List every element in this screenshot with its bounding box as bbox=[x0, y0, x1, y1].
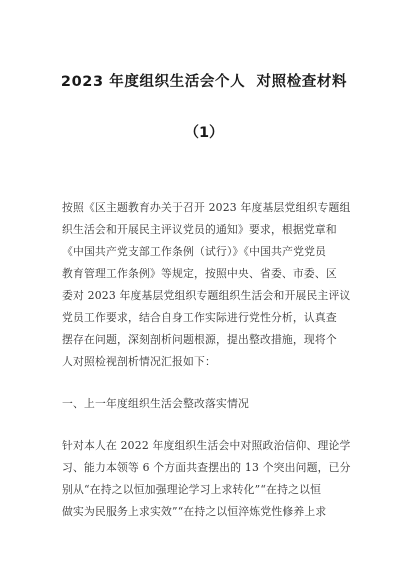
paragraph-1-line-1: 按照《区主题教育办关于召开 2023 年度基层党组织专题组 bbox=[62, 201, 351, 214]
paragraph-1-line-4: 教育管理工作条例》等规定，按照中央、省委、市委、区 bbox=[62, 267, 337, 280]
paragraph-2-line-1: 针对本人在 2022 年度组织生活会中对照政治信仰、理论学 bbox=[62, 439, 351, 452]
paragraph-1-line-5: 委对 2023 年度基层党组织专题组织生活会和开展民主评议 bbox=[62, 289, 351, 302]
document-subtitle: （1） bbox=[184, 125, 224, 141]
paragraph-1-line-8: 人对照检视剖析情况汇报如下： bbox=[62, 355, 216, 368]
paragraph-1-line-2: 织生活会和开展民主评议党员的通知》要求，根据党章和 bbox=[62, 223, 337, 236]
paragraph-2-line-2: 习、能力本领等 6 个方面共查摆出的 13 个突出问题，已分 bbox=[62, 461, 351, 474]
document-title: 2023 年度组织生活会个人 对照检查材料 bbox=[60, 74, 348, 90]
paragraph-1-line-6: 党员工作要求，结合自身工作实际进行党性分析，认真查 bbox=[62, 311, 337, 324]
section-heading-1: 一、上一年度组织生活会整改落实情况 bbox=[62, 397, 249, 410]
paragraph-2-line-3: 别从“在持之以恒加强理论学习上求转化”“在持之以恒 bbox=[62, 483, 322, 496]
paragraph-2-line-4: 做实为民服务上求实效”“在持之以恒淬炼党性修养上求 bbox=[62, 505, 327, 518]
paragraph-1-line-3: 《中国共产党支部工作条例（试行）》《中国共产党党员 bbox=[62, 245, 327, 258]
paragraph-1-line-7: 摆存在问题，深刻剖析问题根源，提出整改措施，现将个 bbox=[62, 333, 337, 346]
